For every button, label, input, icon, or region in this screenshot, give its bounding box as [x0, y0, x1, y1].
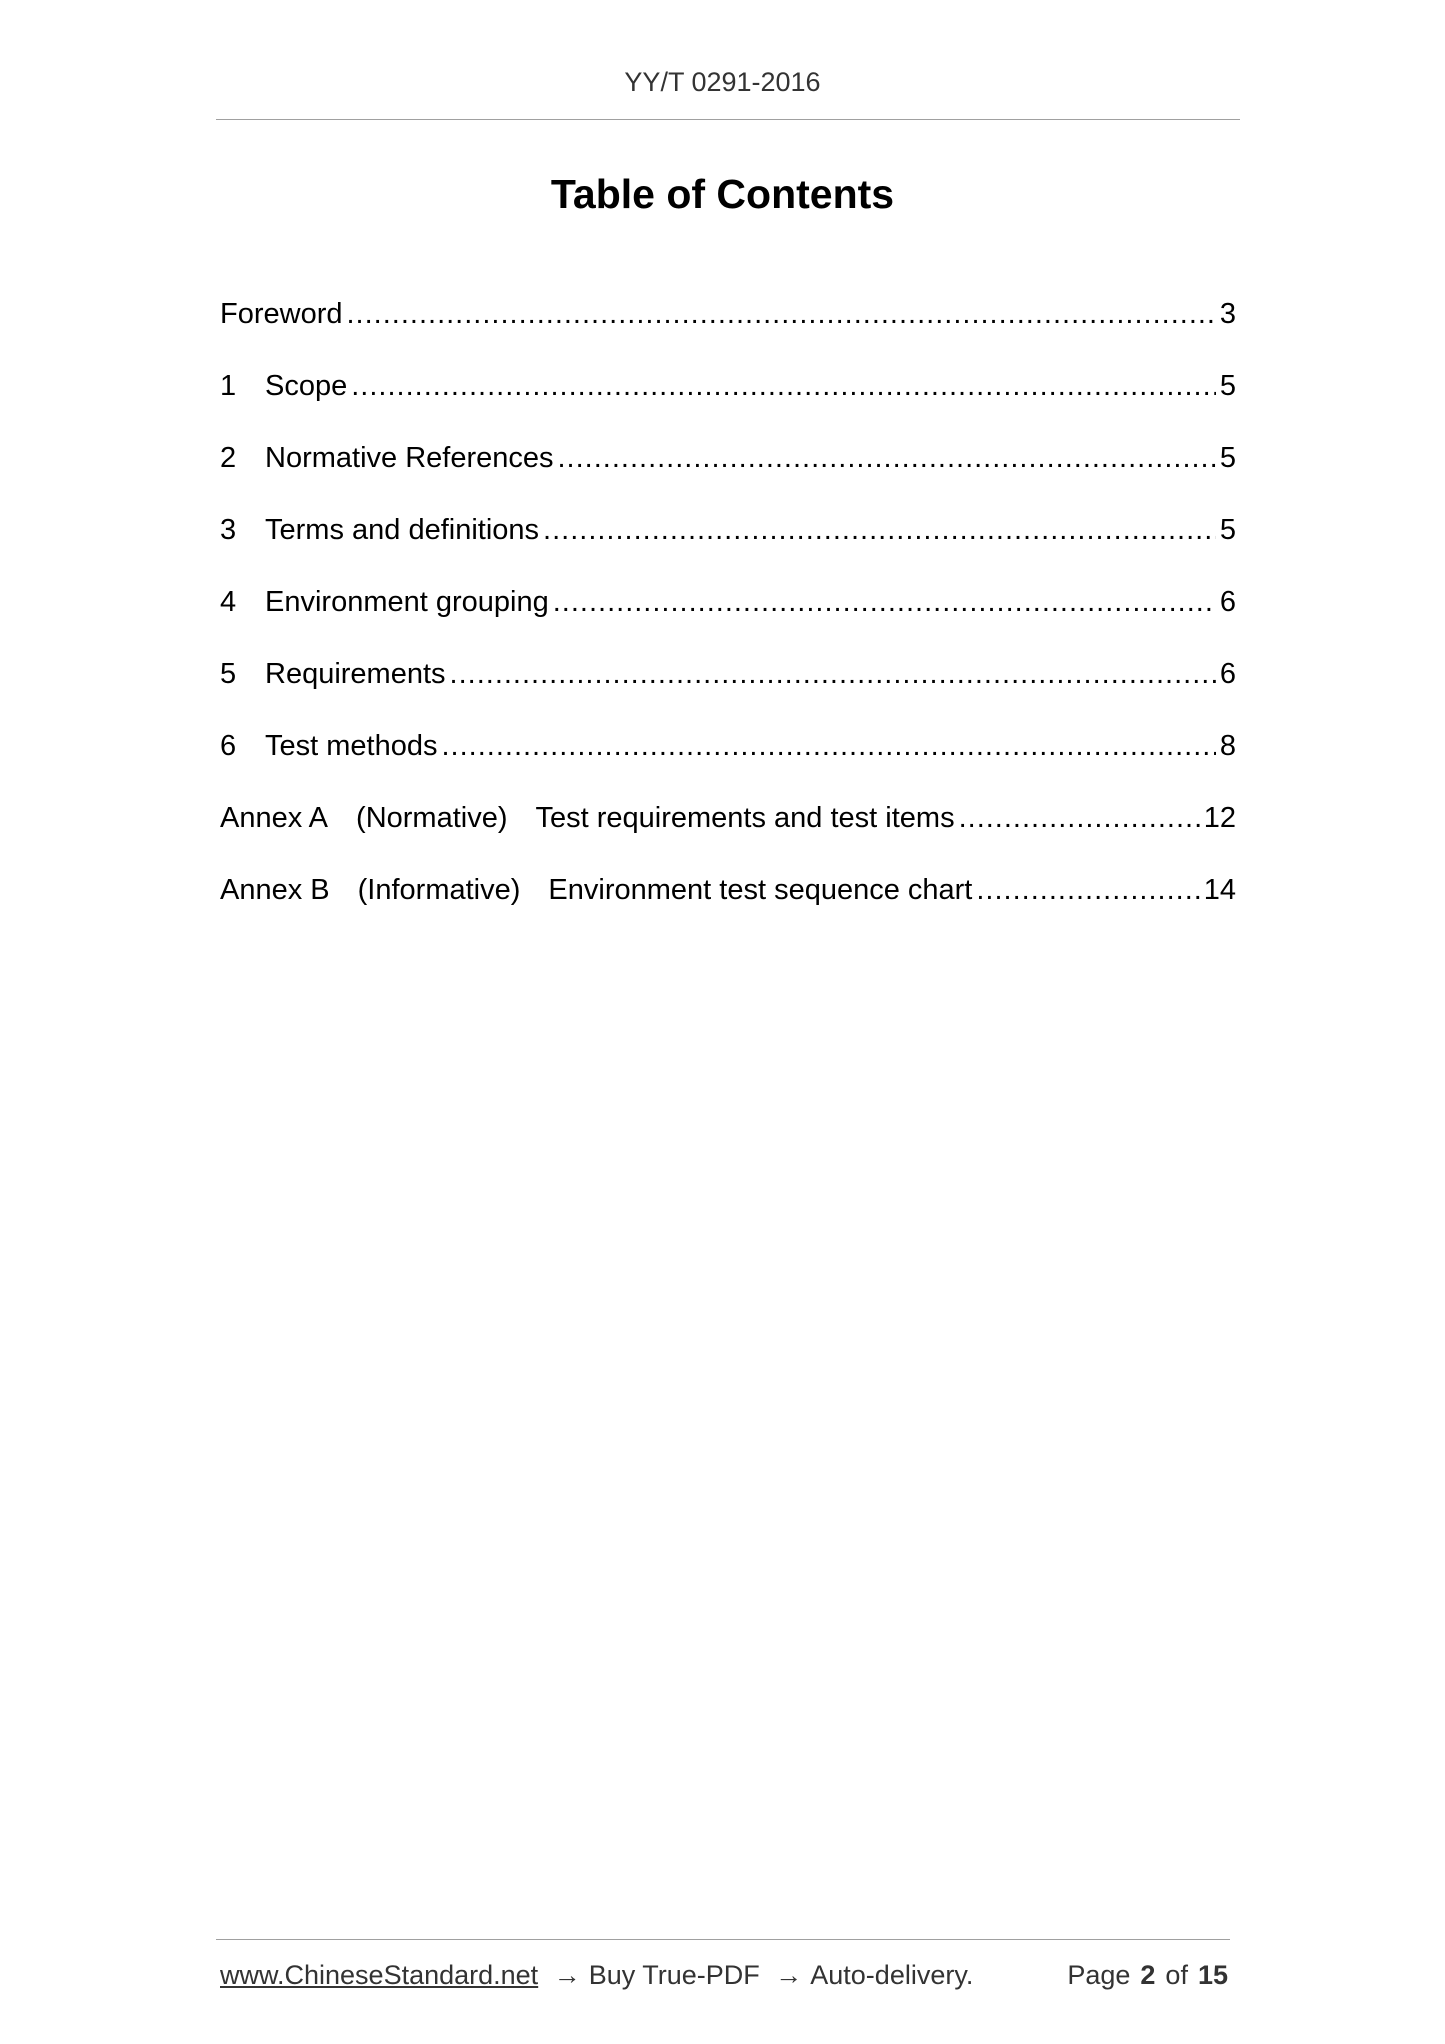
toc-entry-label: Test requirements and test items: [535, 802, 955, 834]
toc-page-number: 14: [1203, 874, 1236, 906]
toc-entry-normative-references[interactable]: [220, 440, 1236, 512]
toc-dot-leader: [347, 296, 1216, 332]
toc-page-number: 3: [1219, 298, 1236, 330]
toc-section-number: 6: [220, 730, 237, 762]
toc-dot-leader: [558, 440, 1216, 476]
toc-entry-environment-grouping[interactable]: [220, 584, 1236, 656]
toc-entry-annex-b[interactable]: [220, 872, 1236, 944]
page-total: 15: [1197, 1960, 1228, 1990]
toc-section-number: 3: [220, 514, 237, 546]
toc-dot-leader: [441, 728, 1215, 764]
toc-entry-label: Requirements: [265, 658, 446, 690]
footer-divider: [216, 1939, 1230, 1940]
toc-annex-heading: [220, 800, 955, 836]
toc-entry-annex-a[interactable]: [220, 800, 1236, 872]
toc-entry-label: Environment test sequence chart: [548, 874, 973, 906]
page-footer: [220, 1960, 1228, 1991]
toc-dot-leader: [959, 800, 1200, 836]
header-divider: [216, 119, 1240, 120]
toc-section-number: 2: [220, 442, 237, 474]
toc-page-number: 8: [1219, 730, 1236, 762]
toc-page-number: 6: [1219, 586, 1236, 618]
auto-delivery-text: Auto-delivery.: [810, 1960, 974, 1990]
page-of-label: of: [1165, 1960, 1188, 1990]
toc-entry-scope[interactable]: [220, 368, 1236, 440]
toc-entry-foreword[interactable]: [220, 296, 1236, 368]
toc-page-number: 5: [1219, 442, 1236, 474]
toc-section-number: 4: [220, 586, 237, 618]
toc-dot-leader: [351, 368, 1216, 404]
toc-entry-label: Scope: [265, 370, 348, 402]
toc-annex-id: Annex A: [220, 802, 329, 834]
toc-annex-id: Annex B: [220, 874, 330, 906]
toc-dot-leader: [553, 584, 1216, 620]
toc-entry-label: Environment grouping: [265, 586, 549, 618]
page-current: 2: [1140, 1960, 1156, 1990]
footer-promo: [220, 1960, 1067, 1991]
toc-annex-kind: (Informative): [357, 874, 521, 906]
toc-entry-requirements[interactable]: [220, 656, 1236, 728]
toc-section-number: 5: [220, 658, 237, 690]
toc-entry-label: Normative References: [265, 442, 554, 474]
toc-dot-leader: [976, 872, 1199, 908]
toc-annex-kind: (Normative): [356, 802, 508, 834]
toc-dot-leader: [450, 656, 1216, 692]
toc-entry-label: Foreword: [220, 298, 343, 330]
toc-entry-label: Test methods: [265, 730, 438, 762]
toc-page-number: 5: [1219, 514, 1236, 546]
toc-page-number: 6: [1219, 658, 1236, 690]
toc-entry-terms-and-definitions[interactable]: [220, 512, 1236, 584]
toc-page-number: 12: [1203, 802, 1236, 834]
arrow-right-icon: →: [553, 1960, 581, 1990]
buy-true-pdf-text: Buy True-PDF: [588, 1960, 760, 1990]
page-label: Page: [1067, 1960, 1131, 1990]
document-code-header: YY/T 0291-2016: [624, 67, 821, 97]
toc-page-number: 5: [1219, 370, 1236, 402]
toc-list: [220, 296, 1236, 944]
arrow-right-icon: →: [775, 1960, 803, 1990]
toc-dot-leader: [543, 512, 1216, 548]
toc-section-number: 1: [220, 370, 237, 402]
toc-entry-label: Terms and definitions: [265, 514, 540, 546]
page-indicator: [1067, 1960, 1228, 1991]
site-link[interactable]: www.ChineseStandard.net: [220, 1960, 539, 1990]
toc-annex-heading: [220, 872, 972, 908]
page-title: Table of Contents: [550, 171, 895, 217]
toc-entry-test-methods[interactable]: [220, 728, 1236, 800]
